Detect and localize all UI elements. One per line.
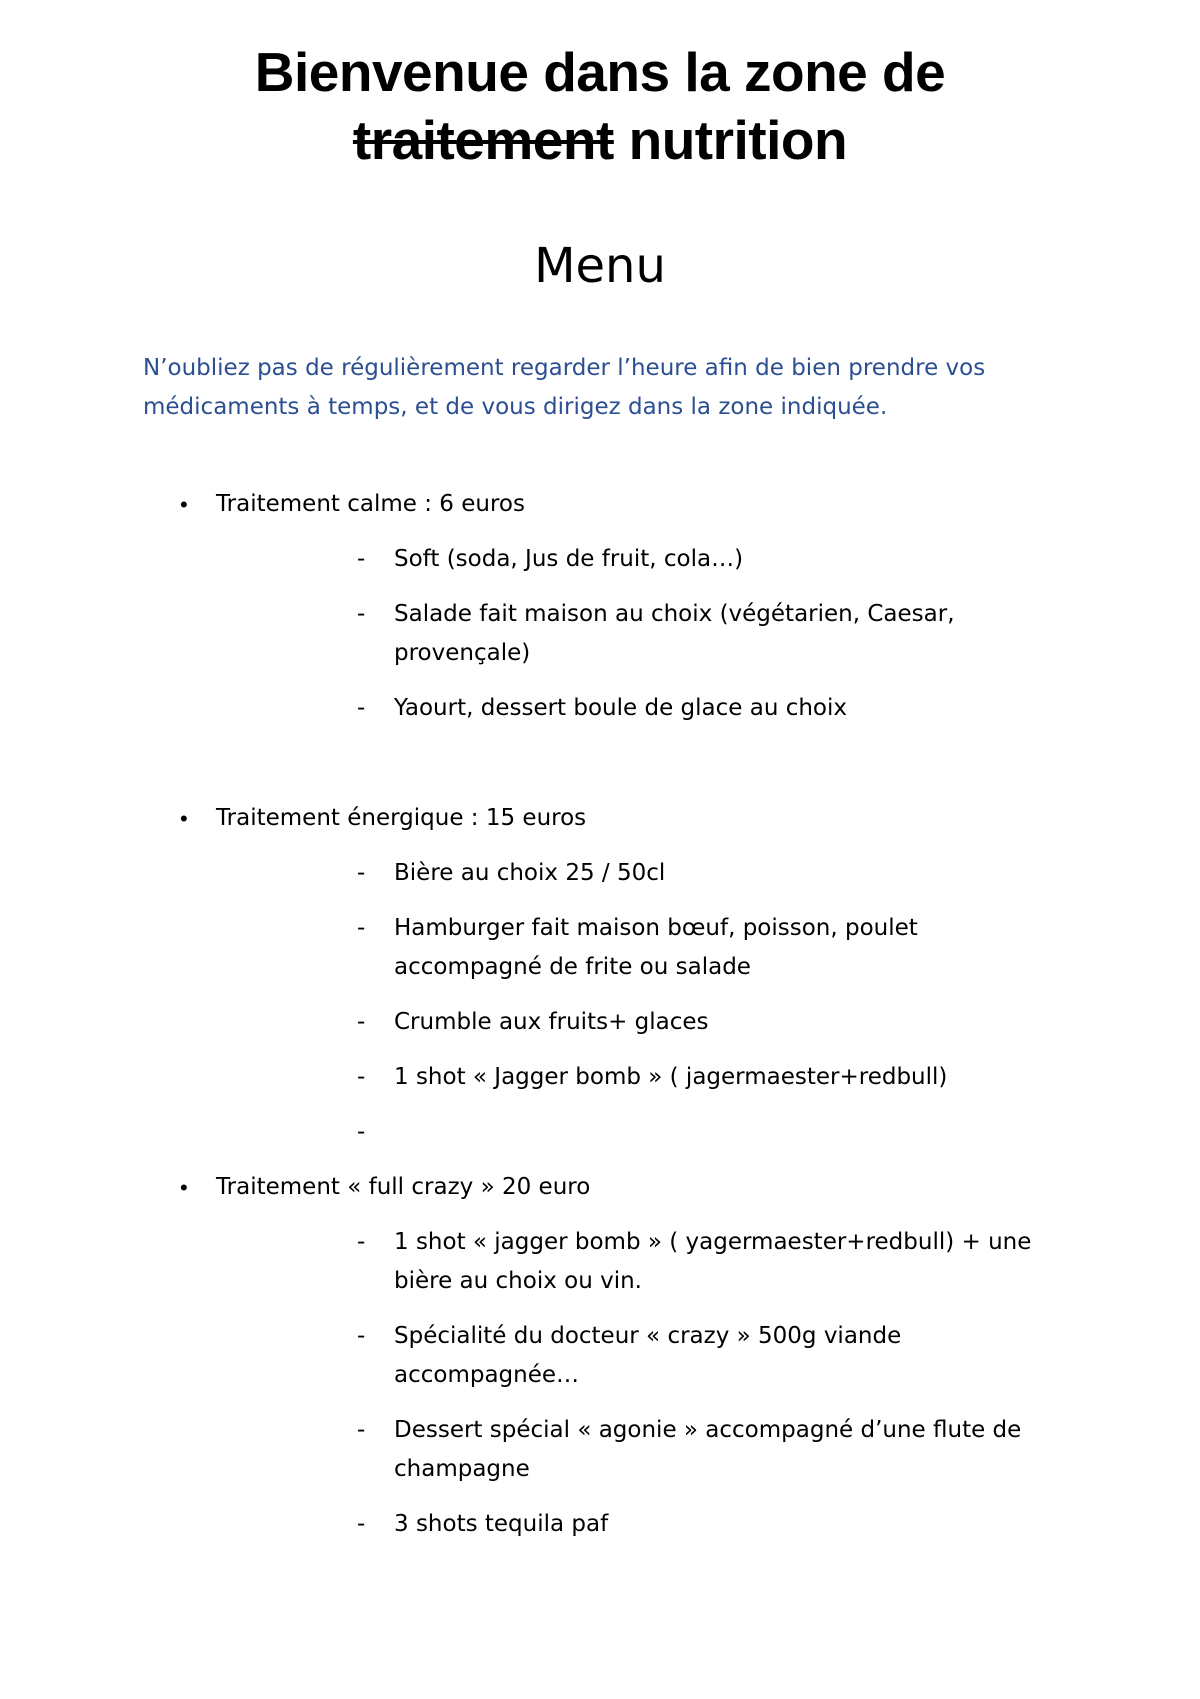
menu-item: Soft (soda, Jus de fruit, cola…) xyxy=(394,546,744,572)
dash-icon: - xyxy=(357,860,366,886)
menu-item-continued: bière au choix ou vin. xyxy=(394,1268,642,1294)
bullet-icon: • xyxy=(180,1175,188,1200)
dash-icon: - xyxy=(357,1417,366,1443)
menu-item: 1 shot « Jagger bomb » ( jagermaester+redbull) xyxy=(394,1064,948,1090)
dash-icon: - xyxy=(357,1009,366,1035)
menu-item: Spécialité du docteur « crazy » 500g viande xyxy=(394,1323,902,1349)
page-title xyxy=(0,38,1200,174)
bullet-icon: • xyxy=(180,806,188,831)
menu-item: Yaourt, dessert boule de glace au choix xyxy=(394,695,848,721)
bullet-icon: • xyxy=(180,492,188,517)
dash-icon: - xyxy=(357,1229,366,1255)
dash-icon: - xyxy=(357,695,366,721)
dash-icon: - xyxy=(357,1119,366,1145)
menu-item-continued: champagne xyxy=(394,1456,530,1482)
section-label: Traitement énergique : 15 euros xyxy=(216,805,587,831)
menu-item: 1 shot « jagger bomb » ( yagermaester+redbull) + une xyxy=(394,1229,1032,1255)
menu-item: Crumble aux fruits+ glaces xyxy=(394,1009,709,1035)
section-label: Traitement calme : 6 euros xyxy=(216,491,525,517)
title-struck-word: traitement xyxy=(352,109,614,171)
menu-item: Salade fait maison au choix (végétarien, Caesar, xyxy=(394,601,955,627)
menu-item-continued: accompagnée… xyxy=(394,1362,580,1388)
dash-icon: - xyxy=(357,1064,366,1090)
menu-item-continued: provençale) xyxy=(394,640,531,666)
section-label: Traitement « full crazy » 20 euro xyxy=(216,1174,591,1200)
title-line-2-rest: nutrition xyxy=(613,109,848,171)
menu-heading: Menu xyxy=(534,238,666,294)
menu-item: 3 shots tequila paf xyxy=(394,1511,609,1537)
dash-icon: - xyxy=(357,546,366,572)
menu-item: Bière au choix 25 / 50cl xyxy=(394,860,666,886)
dash-icon: - xyxy=(357,1323,366,1349)
medication-notice xyxy=(143,349,1103,427)
notice-line-1: N’oubliez pas de régulièrement regarder l’heure afin de bien prendre vos xyxy=(143,355,986,381)
notice-line-2: médicaments à temps, et de vous dirigez dans la zone indiquée. xyxy=(143,394,888,420)
menu-item: Hamburger fait maison bœuf, poisson, poulet xyxy=(394,915,918,941)
dash-icon: - xyxy=(357,915,366,941)
menu-item-continued: accompagné de frite ou salade xyxy=(394,954,751,980)
title-line-1: Bienvenue dans la zone de xyxy=(254,41,946,103)
menu-item: Dessert spécial « agonie » accompagné d’une flute de xyxy=(394,1417,1022,1443)
dash-icon: - xyxy=(357,1511,366,1537)
dash-icon: - xyxy=(357,601,366,627)
